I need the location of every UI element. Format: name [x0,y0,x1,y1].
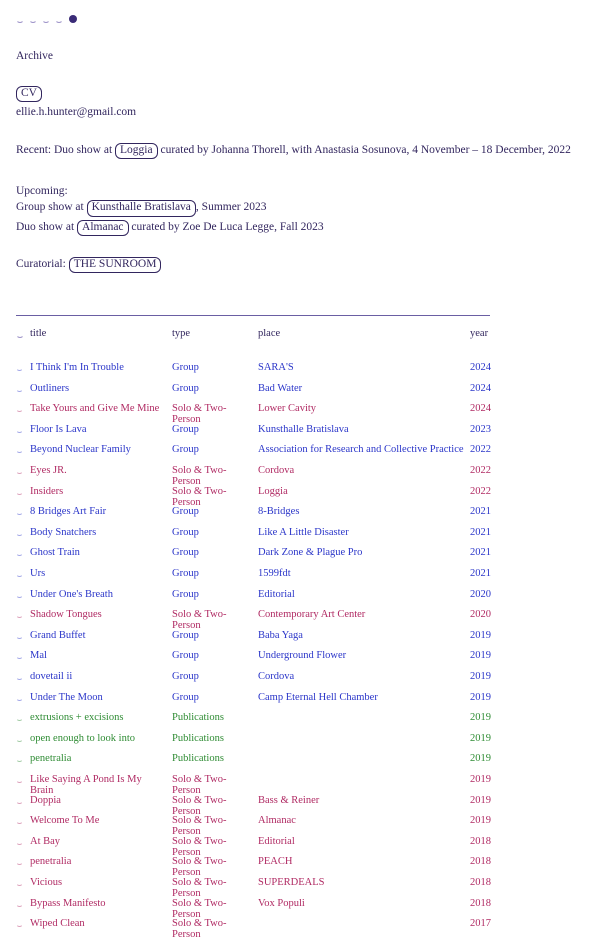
row-title-link[interactable]: Body Snatchers [30,526,97,538]
header-arc-icon [16,331,24,338]
upcoming-2-suffix: curated by Zoe De Luca Legge, Fall 2023 [128,220,324,233]
row-type: Group [172,423,199,435]
nav-active-dot-icon[interactable] [69,15,77,23]
nav-arc-icon-3[interactable] [42,16,50,23]
row-place: PEACH [258,856,293,868]
upcoming-item-2 [16,220,584,236]
nav-arc-icon-2[interactable] [29,16,37,23]
row-year: 2017 [470,918,491,930]
kunsthalle-bratislava-venue-link[interactable]: Kunsthalle Bratislava [87,200,196,216]
table-row[interactable] [16,671,584,692]
row-place: Loggia [258,485,288,497]
row-year: 2021 [470,568,491,580]
row-type: Group [172,547,199,559]
row-arc-icon [16,818,23,824]
row-place: Editorial [258,588,295,600]
row-title-link[interactable]: Wiped Clean [30,918,85,930]
table-row[interactable] [16,815,584,836]
row-arc-icon [16,447,23,453]
row-place: Almanac [258,815,296,827]
upcoming-1-prefix: Group show at [16,201,87,214]
recent-line [16,143,584,159]
row-place: Like A Little Disaster [258,526,349,538]
row-place: Underground Flower [258,650,347,662]
table-row[interactable] [16,547,584,568]
row-arc-icon [16,386,23,392]
table-row[interactable] [16,506,584,527]
table-row[interactable] [16,733,584,754]
table-row[interactable] [16,795,584,816]
row-arc-icon [16,530,23,536]
row-title-link[interactable]: Under The Moon [30,691,103,703]
row-arc-icon [16,674,23,680]
row-arc-icon [16,756,23,762]
table-row[interactable] [16,712,584,733]
row-type: Publications [172,712,224,724]
row-type: Group [172,671,199,682]
upcoming-label: Upcoming: [16,185,68,198]
row-year: 2019 [470,794,491,806]
row-title-link[interactable]: I Think I'm In Trouble [30,362,124,374]
row-arc-icon [16,633,23,639]
row-year: 2023 [470,423,491,435]
row-arc-icon [16,427,23,433]
row-arc-icon [16,859,23,865]
row-title-link[interactable]: Doppia [30,794,61,806]
row-arc-icon [16,571,23,577]
row-title-link[interactable]: Urs [30,568,46,580]
row-year: 2018 [470,856,491,868]
row-type: Publications [172,753,224,765]
row-year: 2018 [470,876,491,888]
table-header [16,328,584,339]
row-place: Vox Populi [258,897,305,909]
row-place: Association for Research and Collective Practice [258,444,464,456]
row-type: Solo & Two-Person [172,876,227,899]
row-type: Solo & Two-Person [172,794,227,817]
nav-arc-icon-1[interactable] [16,16,24,23]
row-title-link[interactable]: penetralia [30,753,72,765]
row-title-link[interactable]: Outliners [30,382,70,394]
row-arc-icon [16,406,23,412]
row-title-link[interactable]: Take Yours and Give Me Mine [30,403,160,415]
row-year: 2019 [470,815,491,827]
row-place: Contemporary Art Center [258,609,366,621]
almanac-venue-link[interactable]: Almanac [77,220,129,236]
row-title-link[interactable]: Floor Is Lava [30,423,87,435]
email-link[interactable]: ellie.h.hunter@gmail.com [16,106,137,119]
row-year: 2022 [470,485,491,497]
row-type: Group [172,588,199,600]
table-row[interactable] [16,403,584,424]
row-place: Editorial [258,835,295,847]
row-title-link[interactable]: Mal [30,650,47,662]
row-year: 2024 [470,403,491,415]
row-arc-icon [16,509,23,515]
table-row[interactable] [16,630,584,651]
row-year: 2019 [470,671,491,682]
row-type: Solo & Two-Person [172,773,227,796]
row-type: Solo & Two-Person [172,485,227,508]
row-arc-icon [16,695,23,701]
row-arc-icon [16,777,23,783]
page-title: Archive [16,50,54,62]
row-year: 2021 [470,547,491,559]
row-place: Dark Zone & Plague Pro [258,547,363,559]
table-row[interactable] [16,589,584,610]
table-row[interactable] [16,856,584,877]
row-type: Group [172,650,199,662]
row-year: 2019 [470,650,491,662]
row-year: 2024 [470,362,491,374]
recent-prefix: Recent: Duo show at [16,144,116,157]
upcoming-section [16,185,584,235]
table-row[interactable] [16,650,584,671]
sunroom-link[interactable]: THE SUNROOM [69,257,162,273]
row-place: Bass & Reiner [258,794,320,806]
row-year: 2018 [470,835,491,847]
row-title-link[interactable]: Grand Buffet [30,629,86,641]
row-place: 1599fdt [258,568,291,580]
row-type: Group [172,568,199,580]
table-row[interactable] [16,774,584,795]
row-arc-icon [16,489,23,495]
row-type: Solo & Two-Person [172,465,227,488]
table-row[interactable] [16,918,584,939]
cv-link[interactable]: CV [16,86,42,102]
row-arc-icon [16,901,23,907]
row-title-link[interactable]: 8 Bridges Art Fair [30,506,107,518]
table-row[interactable] [16,444,584,465]
column-header-title: title [30,328,47,340]
row-type: Group [172,382,199,394]
row-title-link[interactable]: Vicious [30,876,63,888]
row-year: 2019 [470,629,491,641]
nav-arc-icon-4[interactable] [55,16,63,23]
table-row[interactable] [16,753,584,774]
row-type: Solo & Two-Person [172,897,227,920]
upcoming-item-1 [16,200,584,216]
row-arc-icon [16,921,23,927]
row-arc-icon [16,550,23,556]
row-place: Lower Cavity [258,403,317,415]
table-row[interactable] [16,609,584,630]
row-place: Cordova [258,671,295,682]
loggia-venue-link[interactable]: Loggia [115,143,158,159]
row-type: Solo & Two-Person [172,918,227,940]
row-place: SARA'S [258,362,294,374]
table-row[interactable] [16,362,584,383]
table-row[interactable] [16,877,584,898]
table-body [16,362,584,939]
row-title-link[interactable]: Insiders [30,485,64,497]
row-place: Baba Yaga [258,629,303,641]
row-arc-icon [16,736,23,742]
row-type: Group [172,526,199,538]
nav-dots [16,14,584,24]
row-year: 2021 [470,526,491,538]
row-type: Solo & Two-Person [172,815,227,838]
row-type: Group [172,629,199,641]
table-row[interactable] [16,692,584,713]
row-type: Solo & Two-Person [172,835,227,858]
row-arc-icon [16,715,23,721]
row-place: Bad Water [258,382,303,394]
curatorial-label: Curatorial: [16,257,69,270]
row-place: Kunsthalle Bratislava [258,423,349,435]
row-title-link[interactable]: Like Saying A Pond Is My Brain [30,773,142,796]
row-arc-icon [16,798,23,804]
row-place: 8-Bridges [258,506,300,518]
row-title-link[interactable]: At Bay [30,835,61,847]
row-title-link[interactable]: extrusions + excisions [30,712,124,724]
row-arc-icon [16,468,23,474]
row-type: Group [172,444,199,456]
row-place: Camp Eternal Hell Chamber [258,691,378,703]
table-row[interactable] [16,568,584,589]
column-header-place: place [258,328,281,340]
row-year: 2018 [470,897,491,909]
table-row[interactable] [16,424,584,445]
row-year: 2022 [470,444,491,456]
row-type: Group [172,362,199,374]
table-row[interactable] [16,383,584,404]
row-type: Publications [172,732,224,744]
upcoming-1-suffix: , Summer 2023 [195,201,267,214]
row-year: 2019 [470,773,491,785]
row-title-link[interactable]: Under One's Breath [30,588,113,600]
row-year: 2019 [470,712,491,724]
row-title-link[interactable]: penetralia [30,856,72,868]
row-title-link[interactable]: Welcome To Me [30,815,100,827]
row-year: 2019 [470,691,491,703]
table-row[interactable] [16,898,584,919]
table-row[interactable] [16,486,584,507]
row-title-link[interactable]: Ghost Train [30,547,80,559]
recent-suffix: curated by Johanna Thorell, with Anastasia Sosunova, 4 November – 18 December, 2022 [157,144,571,157]
row-arc-icon [16,839,23,845]
row-type: Solo & Two-Person [172,856,227,879]
row-title-link[interactable]: open enough to look into [30,732,135,744]
row-title-link[interactable]: Beyond Nuclear Family [30,444,131,456]
table-row[interactable] [16,836,584,857]
row-title-link[interactable]: Shadow Tongues [30,609,102,621]
row-type: Solo & Two-Person [172,403,227,426]
row-place: SUPERDEALS [258,876,325,888]
upcoming-2-prefix: Duo show at [16,220,78,233]
row-type: Group [172,691,199,703]
table-row[interactable] [16,527,584,548]
row-type: Group [172,506,199,518]
row-year: 2019 [470,732,491,744]
row-title-link[interactable]: Bypass Manifesto [30,897,106,909]
row-arc-icon [16,612,23,618]
row-title-link[interactable]: dovetail ii [30,671,73,682]
row-year: 2020 [470,609,491,621]
column-header-type: type [172,328,191,340]
row-arc-icon [16,880,23,886]
table-row[interactable] [16,465,584,486]
row-title-link[interactable]: Eyes JR. [30,465,67,477]
row-year: 2024 [470,382,491,394]
row-place: Cordova [258,465,295,477]
row-arc-icon [16,592,23,598]
row-arc-icon [16,653,23,659]
column-header-year: year [470,328,489,340]
row-year: 2021 [470,506,491,518]
curatorial-line [16,257,584,273]
row-type: Solo & Two-Person [172,609,227,632]
row-arc-icon [16,365,23,371]
row-year: 2020 [470,588,491,600]
row-year: 2022 [470,465,491,477]
table-divider [16,315,490,316]
row-year: 2019 [470,753,491,765]
